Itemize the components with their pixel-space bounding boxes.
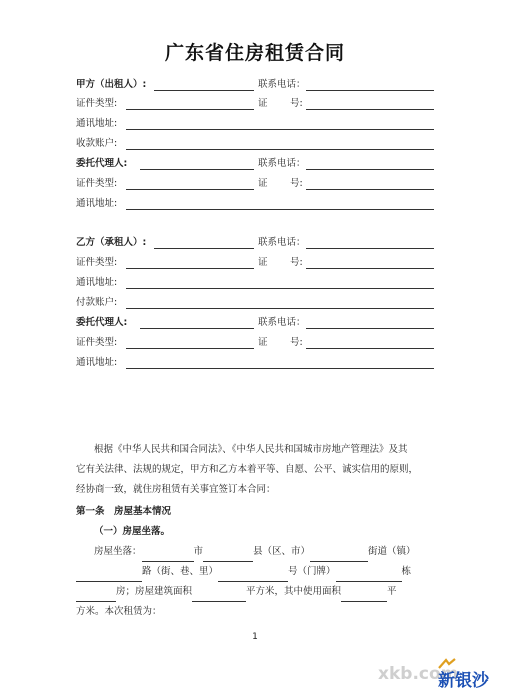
- party-b-account-line: [126, 308, 434, 309]
- party-b-label: 乙方（承租人）:: [76, 237, 147, 248]
- road-suffix: 路（街、巷、里）: [142, 566, 219, 577]
- agent-a-id-no-label2: 号:: [290, 178, 303, 189]
- number-suffix: 号（门牌）: [288, 566, 336, 577]
- party-a-account-label: 收款账户:: [76, 138, 118, 149]
- party-b-phone-label: 联系电话：: [258, 237, 306, 248]
- agent-b-address-line: [126, 368, 434, 369]
- usable-area-blank: [341, 590, 387, 602]
- party-b-id-no-line: [306, 268, 434, 269]
- agent-a-label: 委托代理人:: [76, 158, 128, 169]
- party-a-id-no-line: [306, 109, 434, 110]
- party-b-id-type-line: [126, 268, 254, 269]
- agent-b-id-type-line: [126, 348, 254, 349]
- preamble-line-1: 根据《中华人民共和国合同法》、《中华人民共和国城市房地产管理法》及其: [94, 444, 408, 455]
- agent-b-address-label: 通讯地址:: [76, 357, 118, 368]
- page-number: 1: [252, 632, 258, 642]
- article-1-heading: 第一条 房屋基本情况: [76, 506, 172, 517]
- agent-a-id-type-label: 证件类型:: [76, 178, 118, 189]
- agent-b-id-type-label: 证件类型:: [76, 337, 118, 348]
- agent-b-id-no-label: 证: [258, 337, 268, 348]
- section-1-heading: （一）房屋坐落。: [94, 526, 171, 537]
- area-unit-start: 平: [387, 586, 397, 597]
- building-blank: [336, 570, 402, 582]
- agent-a-name-line: [140, 169, 254, 170]
- number-blank: [218, 570, 288, 582]
- document-title: 广东省住房租赁合同: [164, 42, 345, 64]
- county-suffix: 县（区、市）: [253, 546, 311, 557]
- party-b-name-line: [154, 248, 254, 249]
- city-blank: [142, 550, 194, 562]
- agent-b-name-line: [140, 328, 254, 329]
- party-a-label: 甲方（出租人）:: [76, 79, 147, 90]
- building-suffix: 栋: [401, 566, 412, 577]
- agent-b-id-no-line: [306, 348, 434, 349]
- party-b-id-no-label2: 号:: [290, 257, 303, 268]
- agent-b-phone-line: [306, 328, 434, 329]
- party-b-account-label: 付款账户:: [76, 297, 118, 308]
- party-a-address-label: 通讯地址:: [76, 118, 118, 129]
- party-b-address-label: 通讯地址:: [76, 277, 118, 288]
- agent-a-id-type-line: [126, 189, 254, 190]
- area-label: 房；房屋建筑面积: [116, 586, 193, 597]
- agent-b-label: 委托代理人:: [76, 317, 128, 328]
- building-area-blank: [192, 590, 246, 602]
- city-suffix: 市: [193, 546, 204, 557]
- preamble-line-2: 它有关法律、法规的规定，甲方和乙方本着平等、自愿、公平、诚实信用的原则，: [76, 464, 419, 475]
- party-a-phone-line: [306, 90, 434, 91]
- party-a-id-type-line: [126, 109, 254, 110]
- party-a-phone-label: 联系电话：: [258, 79, 306, 90]
- party-a-id-no-label2: 号:: [290, 98, 303, 109]
- party-b-phone-line: [306, 248, 434, 249]
- party-b-address-line: [126, 288, 434, 289]
- party-a-name-line: [154, 90, 254, 91]
- agent-a-phone-line: [306, 169, 434, 170]
- agent-a-address-line: [126, 209, 434, 210]
- agent-b-id-no-label2: 号:: [290, 337, 303, 348]
- usable-area-label: 平方米，其中使用面积: [246, 586, 342, 597]
- preamble-line-3: 经协商一致，就住房租赁有关事宜签订本合同：: [76, 484, 276, 495]
- location-label: 房屋坐落：: [94, 546, 142, 557]
- location-line-2: [76, 562, 411, 582]
- watermark-brand: 新银沙: [438, 671, 489, 691]
- watermark-site: xkb.com: [378, 664, 459, 684]
- agent-b-phone-label: 联系电话：: [258, 317, 306, 328]
- agent-a-address-label: 通讯地址:: [76, 198, 118, 209]
- party-b-id-no-label: 证: [258, 257, 268, 268]
- location-line-4: 方米。本次租赁为：: [76, 606, 162, 617]
- party-a-id-type-label: 证件类型:: [76, 98, 118, 109]
- agent-a-phone-label: 联系电话：: [258, 158, 306, 169]
- agent-a-id-no-line: [306, 189, 434, 190]
- road-blank: [76, 570, 142, 582]
- location-line-1: [94, 542, 416, 562]
- street-suffix: 街道（镇）: [368, 546, 416, 557]
- party-a-address-line: [126, 129, 434, 130]
- location-line-3: [76, 582, 397, 602]
- room-blank: [76, 590, 116, 602]
- county-blank: [203, 550, 253, 562]
- party-a-id-no-label: 证: [258, 98, 268, 109]
- party-a-account-line: [126, 149, 434, 150]
- street-blank: [310, 550, 368, 562]
- agent-a-id-no-label: 证: [258, 178, 268, 189]
- party-b-id-type-label: 证件类型:: [76, 257, 118, 268]
